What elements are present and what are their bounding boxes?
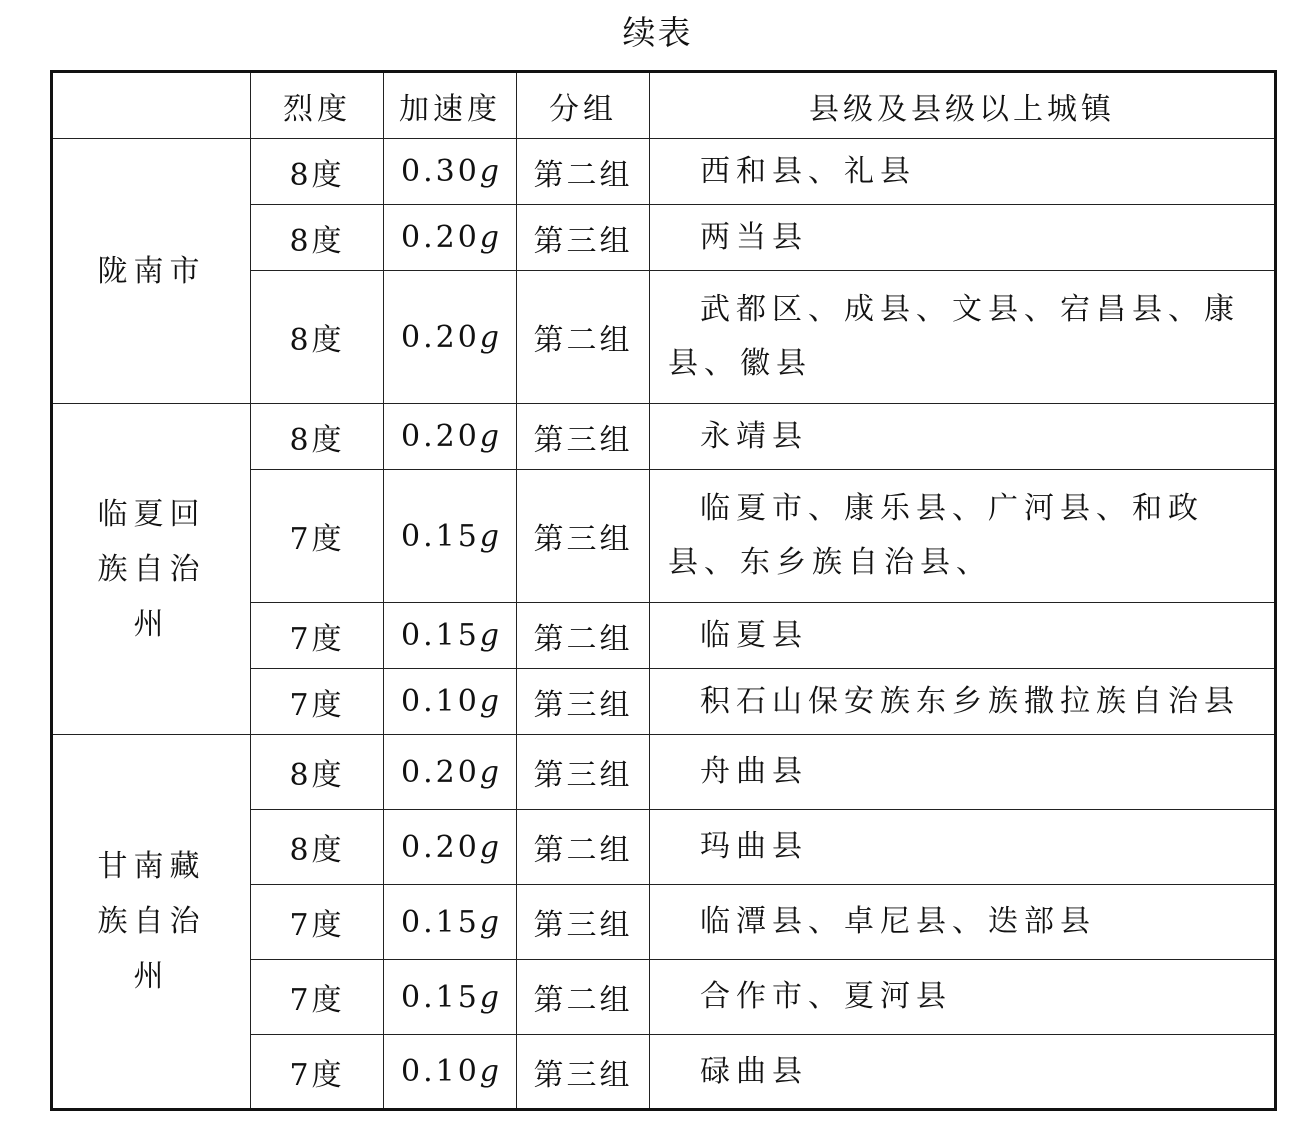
acceleration-cell — [384, 271, 517, 404]
acceleration-value: 0.15 — [400, 618, 480, 653]
acceleration-cell — [384, 735, 517, 810]
intensity-cell: 8度 — [251, 271, 384, 404]
acceleration-value: 0.15 — [400, 904, 480, 940]
group-cell: 第二组 — [517, 271, 650, 404]
acceleration-cell — [384, 885, 517, 960]
acceleration-cell — [384, 669, 517, 735]
places-cell — [650, 603, 1276, 669]
header-acceleration: 加速度 — [384, 72, 517, 139]
region-cell: 临夏回族自治州 — [52, 404, 251, 735]
places-cell — [650, 470, 1276, 603]
places-text: 两当县 — [700, 219, 808, 255]
group-cell: 第三组 — [517, 470, 650, 603]
acceleration-value: 0.20 — [400, 220, 480, 255]
group-cell: 第二组 — [517, 603, 650, 669]
acceleration-cell — [384, 960, 517, 1035]
intensity-cell: 8度 — [251, 205, 384, 271]
acceleration-unit: g — [479, 319, 499, 355]
acceleration-value: 0.15 — [400, 518, 480, 554]
acceleration-cell — [384, 139, 517, 205]
places-text: 永靖县 — [700, 418, 808, 454]
acceleration-unit: g — [479, 220, 499, 255]
region-cell: 甘南藏族自治州 — [52, 735, 251, 1110]
places-cell — [650, 271, 1276, 404]
places-cell — [650, 669, 1276, 735]
region-cell: 陇南市 — [52, 139, 251, 404]
places-cell — [650, 810, 1276, 885]
intensity-cell: 8度 — [251, 139, 384, 205]
acceleration-value: 0.15 — [400, 979, 480, 1015]
acceleration-cell — [384, 404, 517, 470]
group-cell: 第三组 — [517, 885, 650, 960]
acceleration-unit: g — [479, 684, 499, 719]
group-cell: 第三组 — [517, 669, 650, 735]
group-cell: 第三组 — [517, 735, 650, 810]
places-text: 武都区、成县、文县、宕昌县、康县、徽县 — [668, 292, 1240, 381]
table-row — [52, 404, 1276, 470]
group-cell: 第二组 — [517, 810, 650, 885]
acceleration-value: 0.20 — [400, 829, 480, 865]
intensity-cell: 7度 — [251, 960, 384, 1035]
acceleration-unit: g — [479, 419, 499, 454]
table-row — [52, 735, 1276, 810]
places-text: 积石山保安族东乡族撒拉族自治县 — [700, 683, 1240, 719]
acceleration-value: 0.10 — [400, 1054, 480, 1089]
group-cell: 第三组 — [517, 1035, 650, 1110]
seismic-zoning-table — [50, 70, 1277, 1111]
places-text: 西和县、礼县 — [700, 153, 916, 189]
header-region — [52, 72, 251, 139]
acceleration-value: 0.20 — [400, 419, 480, 454]
acceleration-unit: g — [479, 1054, 499, 1089]
group-cell: 第三组 — [517, 205, 650, 271]
acceleration-cell — [384, 810, 517, 885]
places-cell — [650, 1035, 1276, 1110]
header-group: 分组 — [517, 72, 650, 139]
places-text: 舟曲县 — [700, 754, 808, 789]
table-row — [52, 139, 1276, 205]
acceleration-unit: g — [479, 829, 499, 865]
acceleration-cell — [384, 470, 517, 603]
places-text: 玛曲县 — [700, 829, 808, 864]
intensity-cell: 7度 — [251, 603, 384, 669]
places-text: 临潭县、卓尼县、迭部县 — [700, 904, 1096, 939]
acceleration-unit: g — [479, 979, 499, 1015]
places-text: 临夏县 — [700, 617, 808, 653]
intensity-cell: 8度 — [251, 810, 384, 885]
acceleration-unit: g — [479, 154, 499, 189]
intensity-cell: 7度 — [251, 885, 384, 960]
group-cell: 第二组 — [517, 139, 650, 205]
acceleration-value: 0.20 — [400, 754, 480, 790]
intensity-cell: 7度 — [251, 669, 384, 735]
places-text: 临夏市、康乐县、广河县、和政县、东乡族自治县、 — [668, 491, 1204, 580]
acceleration-unit: g — [479, 754, 499, 790]
acceleration-cell — [384, 205, 517, 271]
places-text: 碌曲县 — [700, 1053, 808, 1089]
group-cell: 第二组 — [517, 960, 650, 1035]
places-cell — [650, 404, 1276, 470]
table-header-row — [52, 72, 1276, 139]
places-cell — [650, 139, 1276, 205]
places-cell — [650, 735, 1276, 810]
places-text: 合作市、夏河县 — [700, 979, 952, 1014]
intensity-cell: 7度 — [251, 470, 384, 603]
intensity-cell: 8度 — [251, 404, 384, 470]
places-cell — [650, 885, 1276, 960]
acceleration-unit: g — [479, 618, 499, 653]
intensity-cell: 7度 — [251, 1035, 384, 1110]
table-title: 续表 — [622, 13, 693, 52]
acceleration-value: 0.20 — [400, 319, 480, 355]
acceleration-value: 0.10 — [400, 684, 480, 719]
group-cell: 第三组 — [517, 404, 650, 470]
acceleration-value: 0.30 — [400, 154, 480, 189]
acceleration-unit: g — [479, 518, 499, 554]
places-cell — [650, 205, 1276, 271]
acceleration-unit: g — [479, 904, 499, 940]
acceleration-cell — [384, 1035, 517, 1110]
places-cell — [650, 960, 1276, 1035]
header-places: 县级及县级以上城镇 — [650, 72, 1276, 139]
acceleration-cell — [384, 603, 517, 669]
intensity-cell: 8度 — [251, 735, 384, 810]
header-intensity: 烈度 — [251, 72, 384, 139]
